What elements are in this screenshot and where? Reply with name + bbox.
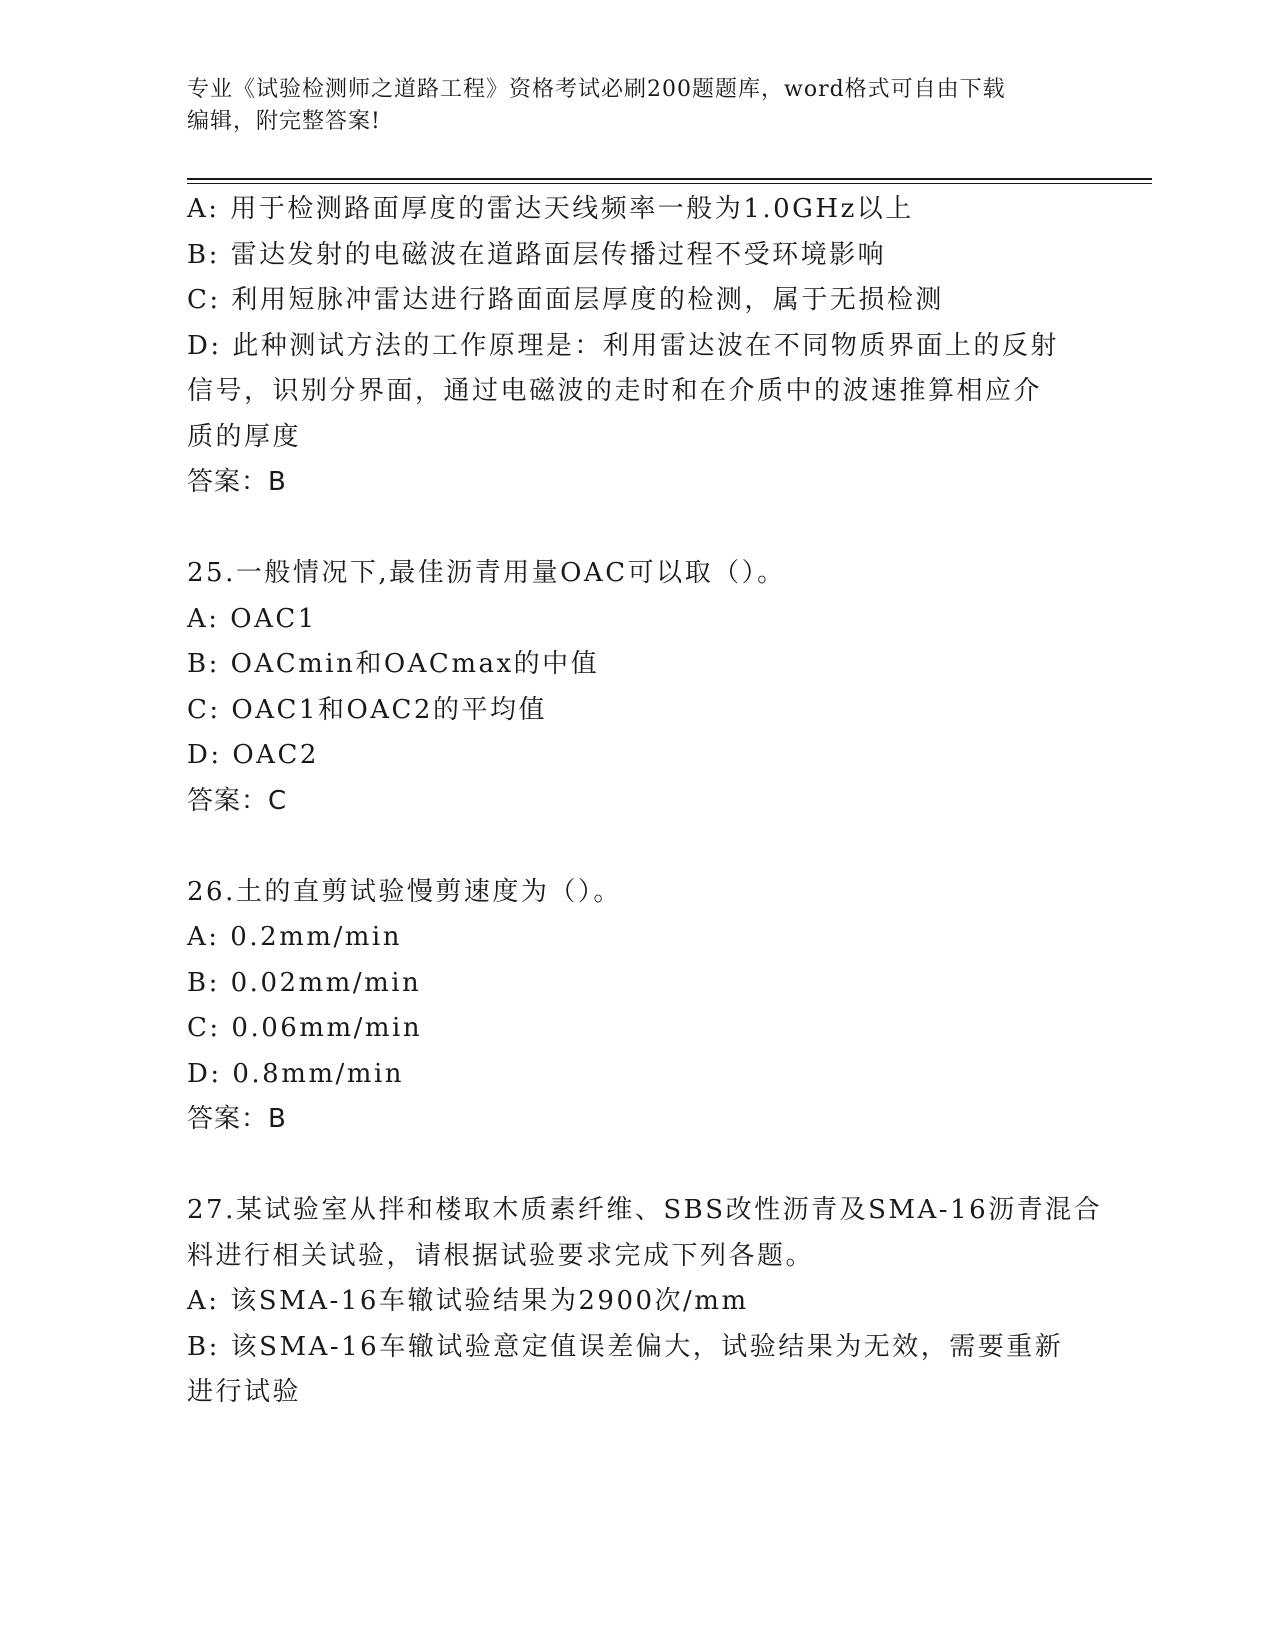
answer: 答案：B: [187, 1104, 287, 1134]
option-a: A: 用于检测路面厚度的雷达天线频率一般为1.0GHz以上: [187, 194, 914, 224]
question-content: [187, 187, 1103, 1416]
option-c: C: 利用短脉冲雷达进行路面面层厚度的检测，属于无损检测: [187, 285, 944, 315]
question-25: [187, 551, 1087, 824]
header-line-2: 编辑，附完整答案!: [187, 109, 381, 134]
option-b-line-2: 进行试验: [187, 1377, 302, 1407]
answer: 答案：B: [187, 467, 287, 497]
question-text: 26.土的直剪试验慢剪速度为（）。: [187, 876, 622, 907]
question-26: [187, 870, 1087, 1143]
question-27: [187, 1188, 1103, 1416]
question-24: [187, 187, 1087, 506]
option-d: D: OAC2: [187, 740, 319, 770]
option-c: C: OAC1和OAC2的平均值: [187, 694, 547, 725]
question-text-line-2: 料进行相关试验，请根据试验要求完成下列各题。: [187, 1240, 815, 1271]
option-b: B: OACmin和OACmax的中值: [187, 649, 600, 679]
option-b: B: 雷达发射的电磁波在道路面层传播过程不受环境影响: [187, 239, 887, 270]
document-header: [187, 74, 1087, 138]
option-a: A: OAC1: [187, 603, 317, 634]
option-c: C: 0.06mm/min: [187, 1013, 423, 1043]
question-text-line-1: 27.某试验室从拌和楼取木质素纤维、SBS改性沥青及SMA-16沥青混合: [187, 1195, 1103, 1225]
option-d: D: 0.8mm/min: [187, 1058, 405, 1089]
option-a: A: 0.2mm/min: [187, 922, 402, 952]
option-d-line-2: 信号，识别分界面，通过电磁波的走时和在介质中的波速推算相应介: [187, 376, 1043, 406]
option-b: B: 0.02mm/min: [187, 967, 422, 998]
answer: 答案：C: [187, 785, 288, 816]
header-line-1: 专业《试验检测师之道路工程》资格考试必刷200题题库，word格式可自由下载: [187, 77, 1006, 102]
option-d-line-3: 质的厚度: [187, 421, 302, 452]
option-d-line-1: D: 此种测试方法的工作原理是：利用雷达波在不同物质界面上的反射: [187, 330, 1059, 361]
header-divider-thick: [187, 178, 1152, 180]
header-divider-thin: [187, 183, 1152, 184]
question-text: 25.一般情况下,最佳沥青用量OAC可以取（）。: [187, 558, 786, 588]
option-a: A: 该SMA-16车辙试验结果为2900次/mm: [187, 1286, 749, 1316]
option-b-line-1: B: 该SMA-16车辙试验意定值误差偏大，试验结果为无效，需要重新: [187, 1331, 1064, 1362]
